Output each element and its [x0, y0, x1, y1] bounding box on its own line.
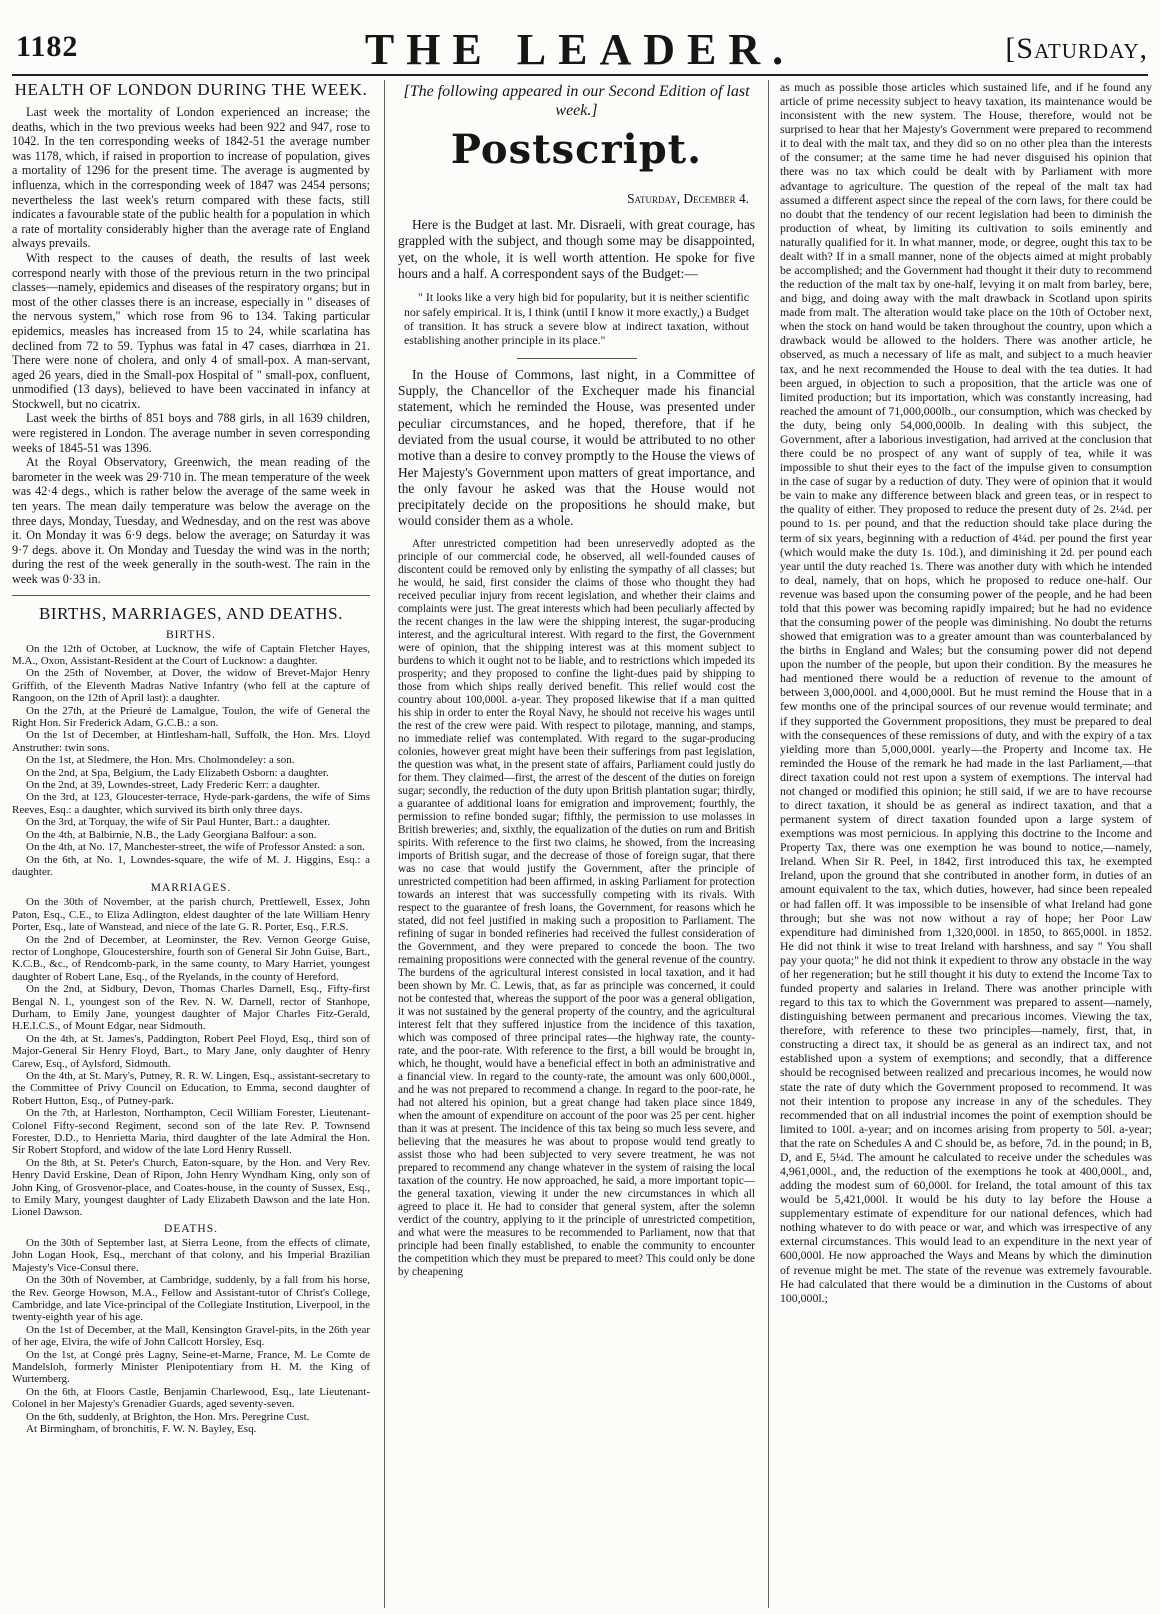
- birth-notice: On the 2nd, at 39, Lowndes-street, Lady Frederic Kerr: a daughter.: [26, 779, 320, 792]
- marriage-notice: On the 4th, at St. Mary's, Putney, R. R. W. Lingen, Esq., assistant-secretary to the Committee of Privy Council on Education, to Emma, second daughter of Robert Hutton, Esq., of Putney-park.: [12, 1070, 370, 1107]
- budget-continuation: as much as possible those articles which sustained life, and if he found any article of prime necessity subject to heavy taxation, its maintenance would be inconsistent with the new system. The House, therefore, would not be surprised to hear that her Majesty's Government were prepared to recommend it to deal with the malt tax, and they did so on no other plea than the interests of the consumer; at the same time he had never disguised his opinion that there was no tax which could be dealt with by Parliament with more advantage to agriculture. The question of the repeal of the malt tax had assumed a different aspect since the repeal of the corn laws, for there could be no doubt that the tendency of our recent legislation had been to diminish the production of wheat, by limiting its cultivation to soils eminently and naturally qualified for it. In what manner, mode, or degree, ought this tax to be dealt with? If in a small manner, none of the objects aimed at might probably be accomplished; and the Government had thought it their duty to recommend the reduction of the malt tax by one-half, levying it on malt from barley, bere, and bigg, and doing away with the malt drawback in Scotland upon spirits made from malt. The alteration would take place on the 10th of October next, when the stock on hand would be taken throughout the country, upon which a drawback would be allowed to the holders. There was another article, he observed, as much a necessary of life as malt, and subject to a much heavier tax, and he next recommended the House to deal with the tea duties. It had been argued, in objection to such a proposition, that the article was one of limited production; but its importation, which was constantly increasing, had reached the amount of 71,000,000lb., our consumption, which was checked by the duty, being only 54,000,000lb. In dealing with this subject, the Government, after a laborious investigation, had arrived at the conclusion that there could be no prospect of any want of supply of tea, while it was impossible to shut their eyes to the fact of the impulse given to consumption in the case of sugar by a reduction of duty. They were of opinion that it would be vain to make any difference between black and green teas, or in respect to the quality of either. They proposed to reduce the present duty of 2s. 2¼d. per pound to 1s. per pound, and that the reduction should take place during the term of six years, beginning with a reduction of 4¼d. per pound the first year (which would make the duty 1s. 10d.), and diminishing it 2d. per pound each year until the duty reached 1s. There was another duty with which he intended to deal, namely, that on hops, which he proposed to reduce one-half. Our revenue was based upon the consuming power of the people, and he had been told that this power was becoming rapidly impaired; but he had no evidence that the consuming power of the people was diminishing. No doubt the returns showed that emigration was to a greater amount than was counterbalanced by the births in England and Wales; but the consuming power did not depend upon the number of the people, but upon their condition. By the measures he had mentioned there would be a reduction of revenue to the amount of between 3,000,000l. and 4,000,000l. But he must remind the House that in a few months one of the principal sources of our revenue would terminate; and if they supported the Government propositions, they must be prepared to deal with the consequences of these remissions of duty, and with the expiry of a tax yielding more than 5,000,000l. yearly—the Property and Income tax. He reminded the House of the remark he had made in the last Parliament,—that direct taxation could not rest upon a system of exemptions. The interval had not changed or modified this opinion; he still said, if we are to have recourse to direct taxation, it should be as general as indirect taxation, and that a permanent system of direct taxation founded upon a large system of exemptions was most pernicious. In applying this doctrine to the Income and Property Tax, there was one exemption he was bound to notice,—namely, Ireland. When Sir R. Peel, in 1842, first introduced this tax, he exempted Ireland, upon the ground that she contributed in another form, in duties of an amount equivalent to the tax, which duties, however, had since been repealed or had fallen off. It was impossible to be insensible of what Ireland had gone through; but she was not now without a ray of hope; her Poor Law expenditure had diminished from 1,320,000l. in 1850, to 865,000l. in 1852. He did not think it wise to treat Ireland with harshness, and say " You shall pay your quota;" he did not think it expedient to throw any obstacle in the way of her regeneration; but he still thought it his duty to extend the Income Tax to funded property and salaries in Ireland. There was another principle with regard to this tax to which the Government was prepared to assent—namely, distinguishing between permanent and precarious incomes. Viewing the tax, therefore, with reference to these two principles—namely, first, that, in constructing a direct tax, it should be as general as an indirect tax, and not established upon a system of exemptions; and secondly, that a difference should be recognised between realized and precarious incomes, he would now state the rate of duty which the Government proposed to recommend. It was not their intention to propose any increase in any of the schedules. They recommended that on all industrial incomes the point of exemption should be limited to 100l. a-year; and on incomes arising from property to 50l. a-year; that the rate on Schedules A and C should be, as before, 7d. in the pound; in B, D, and E, 5¼d. The amount he calculated to receive under the schedules was 4,961,000l., and, the reduction of the exemptions he took at 400,000l., and, adding the modest sum of 60,000l. for Ireland, the total amount of this tax would be 5,421,000l. It would be his duty to lay before the House a supplementary estimate of expenditure for our national defences, which had nothing whatever to do with peace or war, and which was irrespective of any external circumstances. This would lead to an expenditure in the next year of 600,000l. He now approached the Ways and Means by which the diminution of revenue might be met. The state of the revenue was extremely favourable. He had calculated that there would be a diminution in the Customs of about 100,000l.;: [780, 80, 1152, 1305]
- section-divider: [12, 595, 370, 596]
- column-three: [780, 80, 1152, 1608]
- budget-statement-paragraph: After unrestricted competition had been unreservedly adopted as the principle of our commercial code, he observed, all well-founded causes of discontent could be removed only by enlisting the sympathy of all classes; but he would, he said, first consider the claims of those who thought they had received peculiar injury from recent legislation, and whether their claims and complaints were just. The great interests which had been peculiarly affected by the recent changes in the law were the shipping interest, the sugar-producing interest, and the agricultural interest. With regard to the first, the Government were of opinion, that the shipping interest was at this moment subject to burdens to which it ought not to be liable, and to restrictions which impeded its prosperity; and they proposed to confine the light-dues paid by shipping to those from which ships really derived benefit. This relief would cost the country about 100,000l. a-year. They proposed likewise that if a man quitted his ship in order to enter the Royal Navy, he should not receive his wages until the rest of the crew were paid. With respect to pilotage, manning, and stamps, no immediate relief was contemplated. With regard to the sugar-producing colonies, however great might have been their sufferings from past legislation, the question was what, in the present state of affairs, Parliament could justly do for them. They claimed—first, the arrest of the descent of the duties on foreign sugar; secondly, the reduction of the duty upon British plantation sugar; thirdly, a guarantee of additional loans for emigration and improvement; fourthly, the permission to refine bonded sugar; fifthly, the permission to use molasses in British breweries; and, sixthly, the equalization of the duties on rum and British spirits. With reference to the first two claims, he showed, from the increasing imports of British sugar, and the decrease of those of foreign sugar, that there was no case that would justify the Government, after the principle of unrestricted competition had been affirmed, in asking Parliament for protection towards an interest that was successfully competing with its rivals. With respect to the guarantee of fresh loans, the Government, for reasons which he stated, did not feel justified in making such a proposition to Parliament. The refining of sugar in bonded refineries had received the fullest consideration of the Government, and they were prepared to concede the boon. The two remaining propositions were connected with the general revenue of the country. The burdens of the agricultural interest consisted in local taxation, and it had been shown by Mr. C. Lewis, that, as far as principle was concerned, it could not be contested that, whereas the support of the poor was a general obligation, it was not sustained by the general property of the country, and the agricultural interest felt that they suffered injustice from the incidence of this taxation, which was composed of three principal rates—the highway rate, the county-rate, and the poor-rate. With reference to the first, a bill would be brought in, which, he thought, would have a beneficial effect in both an administrative and a financial view. In regard to the county-rate, the amount was only 600,000l., and he was not prepared to recommend a change. In regard to the poor-rate, he had not altered his opinion, but a great change had taken place since 1849, when the amount of expenditure on account of the poor was 25 per cent. higher than it was at present. The incidence of this tax being so much less severe, and believing that the measures he was about to propose would tend greatly to assist those who had been subjected to very severe treatment, he was not prepared to recommend any change whatever in the system of raising the local taxation of the country. He now approached, he said, a more important topic—the general taxation, viewing it under the new circumstances in which all agreed to place it. He had to consider that general system, after the solemn verdict of the country, applying to it the principle of unrestricted competition, and what were the measures to be recommended to Parliament, now that that principle had been finally established, to enable the community to encounter the competition which they must be prepared to meet? This could only be done by cheapening: [398, 537, 755, 1278]
- birth-notice: On the 27th, at the Prieuré de Lamalgue, Toulon, the wife of General the Right Hon. Sir Frederick Adam, G.C.B.: a son.: [12, 704, 370, 730]
- marriage-notice: On the 2nd of December, at Leominster, the Rev. Vernon George Guise, rector of Longhope, Gloucestershire, fourth son of General Sir John Guise, Bart., K.C.B., &c., of Rendcomb-park, in the same county, to Mary Harriet, youngest daughter of Robert Lane, Esq., of the Ryelands, in the county of Hereford.: [12, 933, 370, 983]
- deaths-list: [12, 1237, 370, 1436]
- page-number: 1182: [16, 30, 79, 63]
- issue-day: [Saturday,: [1005, 32, 1148, 65]
- column-two: [398, 80, 755, 1608]
- births-list: [12, 643, 370, 879]
- births-marriages-deaths: [12, 604, 370, 1436]
- death-notice: On the 30th of September last, at Sierra Leone, from the effects of climate, John Logan Hook, Esq., merchant of that colony, and his Imperial Brazilian Majesty's Vice-Consul there.: [12, 1236, 370, 1274]
- column-rule-right: [768, 80, 769, 1608]
- birth-notice: On the 25th of November, at Dover, the widow of Brevet-Major Henry Griffith, of the Eleventh Madras Native Infantry (who fell at the capture of Rangoon, on the 12th of April last): a daughter.: [12, 667, 370, 705]
- budget-intro: Here is the Budget at last. Mr. Disraeli, with great courage, has grappled with the subject, and though some may be disappointed, yet, on the whole, it is well worth attention. He spoke for five hours and a half. A correspondent says of the Budget:—: [398, 217, 755, 281]
- death-notice: On the 6th, suddenly, at Brighton, the Hon. Mrs. Peregrine Cust.: [26, 1410, 310, 1423]
- birth-notice: On the 1st, at Sledmere, the Hon. Mrs. Cholmondeley: a son.: [26, 754, 295, 767]
- bmd-heading: BIRTHS, MARRIAGES, AND DEATHS.: [38, 603, 344, 623]
- death-notice: On the 6th, at Floors Castle, Benjamin Charlewood, Esq., late Lieutenant-Colonel in her Majesty's Grenadier Guards, aged seventy-seven.: [12, 1385, 370, 1411]
- birth-notice: On the 2nd, at Spa, Belgium, the Lady Elizabeth Osborn: a daughter.: [26, 766, 329, 779]
- birth-notice: On the 4th, at Balbirnie, N.B., the Lady Georgiana Balfour: a son.: [26, 828, 317, 841]
- birth-notice: On the 1st of December, at Hintlesham-hall, Suffolk, the Hon. Mrs. Lloyd Anstruther: twin sons.: [12, 729, 370, 754]
- births-heading: BIRTHS.: [165, 628, 217, 641]
- marriages-heading: MARRIAGES.: [150, 882, 232, 895]
- paper-title: THE LEADER.: [364, 25, 796, 74]
- health-paragraph: With respect to the causes of death, the results of last week correspond nearly with those of the previous return in the two principal classes—namely, epidemics and diseases of the respiratory organs; but in most of the other classes there is an increase, especially in " diseases of the nervous system," which rose from 96 to 134. Taking particular epidemics, measles has increased from 15 to 24, while scarlatina has declined from 72 to 59. Typhus was fatal in 47 cases, diarrhœa in 21. There were none of cholera, and only 4 of small-pox. A man-servant, aged 26 years, died in the Small-pox Hospital of " small-pox, confluent, unmodified (13 days), believed to have been vaccinated in infancy at Stockwell, but no cicatrix.: [12, 250, 370, 411]
- section-divider: [517, 358, 637, 359]
- marriage-notice: On the 30th of November, at the parish church, Prettlewell, Essex, John Paton, Esq., C.E., to Eliza Adlington, eldest daughter of the late William Henry Porter, Esq., late of Wanstead, and niece of the late G. R. Porter, Esq., F.R.S.: [12, 896, 370, 934]
- health-heading: HEALTH OF LONDON DURING THE WEEK.: [14, 80, 368, 99]
- deaths-heading: DEATHS.: [164, 1222, 218, 1235]
- column-one: [12, 80, 370, 1608]
- death-notice: On the 1st of December, at the Mall, Kensington Gravel-pits, in the 26th year of her age, Elvira, the wife of John Callcott Horsley, Esq.: [12, 1323, 370, 1349]
- correspondent-quote: " It looks like a very high bid for popularity, but it is neither scientific nor safely empirical. It is, I think (until I know it more exactly,) a Budget of transition. It has struck a severe blow at indirect taxation, without establishing another principle in its place.": [404, 290, 749, 348]
- birth-notice: On the 3rd, at 123, Gloucester-terrace, Hyde-park-gardens, the wife of Sims Reeves, Esq.: a daughter, which survived its birth only three days.: [12, 791, 370, 816]
- marriage-notice: On the 4th, at St. James's, Paddington, Robert Peel Floyd, Esq., third son of Major-General Sir Henry Floyd, Bart., to Mary Jane, only daughter of Henry Carew, Esq., of Aylsford, Sidmouth.: [12, 1032, 370, 1070]
- marriage-notice: On the 7th, at Harleston, Northampton, Cecil William Forester, Lieutenant-Colonel Fifty-second Regiment, second son of the late Rev. P. Townsend Forester, D.D., to Henrietta Maria, third daughter of the late Admiral the Hon. Sir Robert Stopford, and widow of the late Lord Henry Russell.: [12, 1107, 370, 1157]
- health-paragraph: At the Royal Observatory, Greenwich, the mean reading of the barometer in the week was 29·710 in. The mean temperature of the week was 42·4 degs., which is rather below the average of the same week in ten years. The mean daily temperature was below the average on the three days, Monday, Tuesday, and Wednesday, and on the rest was above it. On Monday it was 6·9 degs. below the average; on Saturday it was 9·7 degs. above it. On Monday and Tuesday the wind was in the north; during the rest of the week generally in the south-west. The rain in the week was 0·33 in.: [12, 455, 370, 586]
- postscript-title: Postscript.: [450, 126, 703, 173]
- dateline: Saturday, December 4.: [627, 191, 749, 206]
- death-notice: At Birmingham, of bronchitis, F. W. N. Bayley, Esq.: [26, 1422, 257, 1435]
- marriages-list: [12, 896, 370, 1219]
- death-notice: On the 30th of November, at Cambridge, suddenly, by a fall from his horse, the Rev. George Howson, M.A., Fellow and Assistant-tutor of Christ's College, Cambridge, and late Vice-principal of the Collegiate Institution, Liverpool, in the twenty-eighth year of his age.: [12, 1274, 370, 1324]
- masthead: [12, 14, 1148, 76]
- edition-headnote: [The following appeared in our Second Edition of last week.]: [403, 83, 750, 119]
- commons-paragraph: In the House of Commons, last night, in a Committee of Supply, the Chancellor of the Exchequer made his financial statement, which he reminded the House, was presented under peculiar circumstances, and he hoped, therefore, that if he deviated from the usual course, it would be attributed to no other motive than a desire to convey promptly to the House the views of Her Majesty's Government upon matters of great importance, and the only favour he asked was that the House would not precipitately decide on the propositions he should make, but would consider them as a whole.: [398, 366, 755, 529]
- death-notice: On the 1st, at Congé près Lagny, Seine-et-Marne, France, M. Le Comte de Mandelsloh, formerly Minister Plenipotentiary from H. M. the King of Wurtemberg.: [12, 1348, 370, 1386]
- birth-notice: On the 12th of October, at Lucknow, the wife of Captain Fletcher Hayes, M.A., Oxon, Assistant-Resident at the Court of Lucknow: a daughter.: [12, 642, 370, 667]
- marriage-notice: On the 2nd, at Sidbury, Devon, Thomas Charles Darnell, Esq., Fifty-first Bengal N. I., youngest son of the Rev. N. W. Darnell, rector of Stanhope, Durham, to Emily Jane, youngest daughter of Major Charles Fitz-Gerald, H.E.I.C.S., of Mount Edgar, near Sidmouth.: [12, 983, 370, 1033]
- birth-notice: On the 6th, at No. 1, Lowndes-square, the wife of M. J. Higgins, Esq.: a daughter.: [12, 853, 370, 878]
- health-of-london-article: [12, 80, 370, 587]
- health-paragraph: Last week the mortality of London experienced an increase; the deaths, which in the two previous weeks had been 922 and 947, rose to 1042. In the ten corresponding weeks of 1842-51 the average number was 1178, which, if raised in proportion to increase of population, gives a mortality of 1296 for the present time. The average is augmented by influenza, which in the corresponding week of 1847 was 2454 persons; nevertheless the last week's return compared with these facts, still indicates a favourable state of the public health for a population in which a rate of mortality considerably higher than the average rate of England always prevails.: [12, 105, 370, 251]
- health-paragraph: Last week the births of 851 boys and 788 girls, in all 1639 children, were registered in London. The average number in seven corresponding weeks of 1845-51 was 1396.: [12, 411, 370, 455]
- marriage-notice: On the 8th, at St. Peter's Church, Eaton-square, by the Hon. and Very Rev. Henry David Erskine, Dean of Ripon, John Henry Wyndham King, only son of John King, of Grosvenor-place, and Coates-house, in the county of Sussex, Esq., to Emily Mary, youngest daughter of Lady Elizabeth Dawson and the late Hon. Lionel Dawson.: [12, 1156, 370, 1219]
- column-rule-left: [384, 80, 385, 1608]
- birth-notice: On the 3rd, at Torquay, the wife of Sir Paul Hunter, Bart.: a daughter.: [26, 816, 330, 829]
- birth-notice: On the 4th, at No. 17, Manchester-street, the wife of Professor Ansted: a son.: [26, 841, 365, 854]
